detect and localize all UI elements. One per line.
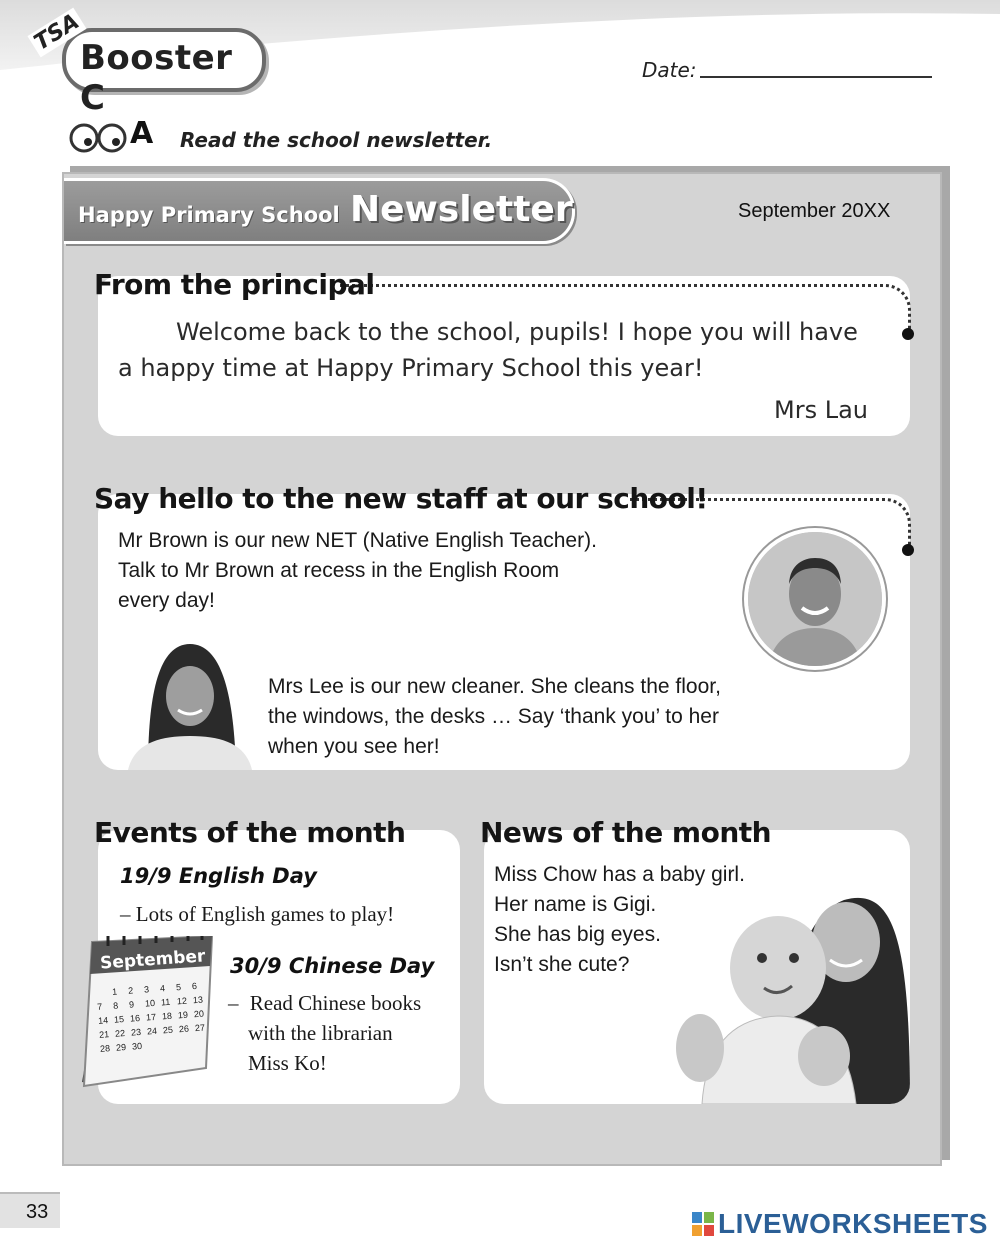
calendar-day: 20	[193, 1008, 205, 1020]
news-text	[494, 860, 745, 980]
calendar-day: 24	[146, 1025, 158, 1037]
calendar-day: 3	[143, 984, 150, 995]
calendar-day: 7	[96, 1001, 103, 1012]
task-letter: A	[130, 116, 154, 151]
calendar-day: 17	[145, 1011, 157, 1023]
news-heading: News of the month	[480, 816, 772, 849]
connector-dot	[902, 544, 914, 556]
brand-name[interactable]: LIVEWORKSHEETS	[718, 1208, 988, 1239]
principal-heading: From the principal	[94, 268, 375, 301]
calendar-day: 28	[99, 1043, 111, 1054]
man-portrait-icon	[748, 532, 882, 666]
calendar-day: 16	[129, 1012, 141, 1024]
calendar-day: 19	[177, 1009, 189, 1021]
liveworksheets-logo-icon	[692, 1212, 714, 1236]
events-heading: Events of the month	[94, 816, 406, 849]
tsa-tag: TSA	[27, 8, 86, 58]
mr-brown-line: every day!	[118, 589, 215, 612]
calendar-day: 27	[194, 1022, 206, 1034]
event-2-line: with the librarian	[248, 1021, 393, 1045]
calendar-days	[96, 980, 212, 1054]
calendar-day: 10	[144, 997, 156, 1009]
date-label: Date:	[642, 58, 697, 82]
calendar-blank	[96, 987, 113, 998]
principal-line-1: Welcome back to the school, pupils! I hope you will have	[176, 318, 858, 346]
calendar-day: 29	[115, 1042, 127, 1053]
calendar-day: 30	[131, 1040, 143, 1052]
calendar-day: 13	[192, 994, 204, 1006]
calendar-icon	[78, 936, 216, 1096]
calendar-day: 6	[191, 980, 198, 992]
news-line: Isn’t she cute?	[494, 953, 630, 976]
event-2-dash: –	[228, 991, 239, 1015]
newsletter-header	[64, 178, 575, 244]
event-2-line: Read Chinese books	[249, 991, 422, 1015]
calendar-day: 5	[175, 982, 182, 993]
school-name: Happy Primary School	[78, 203, 340, 227]
calendar-month: September	[99, 946, 206, 974]
mr-brown-photo	[744, 528, 886, 670]
news-line: She has big eyes.	[494, 923, 661, 946]
mrs-lee-text	[268, 672, 721, 762]
event-2-title: 30/9 Chinese Day	[230, 954, 435, 978]
news-line: Her name is Gigi.	[494, 893, 657, 916]
event-1-desc: – Lots of English games to play!	[120, 902, 395, 926]
calendar-day: 9	[128, 999, 135, 1010]
woman-portrait-icon	[118, 626, 258, 770]
task-text: Read the school newsletter.	[180, 128, 493, 152]
calendar-day: 2	[127, 985, 134, 996]
news-line: Miss Chow has a baby girl.	[494, 863, 745, 886]
calendar-day: 15	[113, 1014, 125, 1025]
calendar-day: 8	[112, 1000, 119, 1011]
mrs-lee-photo	[118, 626, 258, 770]
principal-line-2: a happy time at Happy Primary School this year!	[118, 354, 704, 382]
mrs-lee-line: when you see her!	[268, 735, 440, 758]
eyes-icon	[68, 120, 132, 156]
booster-badge	[30, 9, 266, 118]
event-1-title: 19/9 English Day	[120, 864, 317, 888]
mr-brown-text	[118, 526, 597, 616]
issue-date: September 20XX	[738, 200, 891, 222]
mr-brown-line: Talk to Mr Brown at recess in the English Room	[118, 559, 560, 582]
calendar-day: 23	[130, 1026, 142, 1038]
calendar-day: 18	[161, 1010, 173, 1022]
calendar-day: 1	[111, 986, 118, 997]
booster-title: Booster C	[80, 38, 233, 118]
principal-signature: Mrs Lau	[774, 396, 868, 424]
calendar-day: 11	[160, 996, 171, 1008]
calendar-day: 21	[98, 1029, 110, 1040]
calendar-day: 22	[114, 1028, 126, 1039]
calendar-day: 26	[178, 1023, 190, 1035]
calendar-day: 14	[97, 1015, 109, 1026]
connector-dot	[902, 328, 914, 340]
mr-brown-line: Mr Brown is our new NET (Native English Teacher).	[118, 529, 597, 552]
calendar-day: 12	[176, 995, 188, 1007]
date-input-line[interactable]	[700, 76, 932, 78]
calendar-day: 25	[162, 1024, 174, 1036]
mrs-lee-line: the windows, the desks … Say ‘thank you’ to her	[268, 705, 719, 728]
newsletter-sheet	[62, 172, 942, 1166]
page-number: 33	[0, 1192, 60, 1228]
event-2-line: Miss Ko!	[248, 1051, 327, 1075]
staff-heading: Say hello to the new staff at our school!	[94, 482, 708, 515]
mrs-lee-line: Mrs Lee is our new cleaner. She cleans the floor,	[268, 675, 721, 698]
event-2-desc	[228, 988, 421, 1078]
calendar-day: 4	[159, 983, 166, 994]
newsletter-word: Newsletter	[350, 189, 573, 230]
